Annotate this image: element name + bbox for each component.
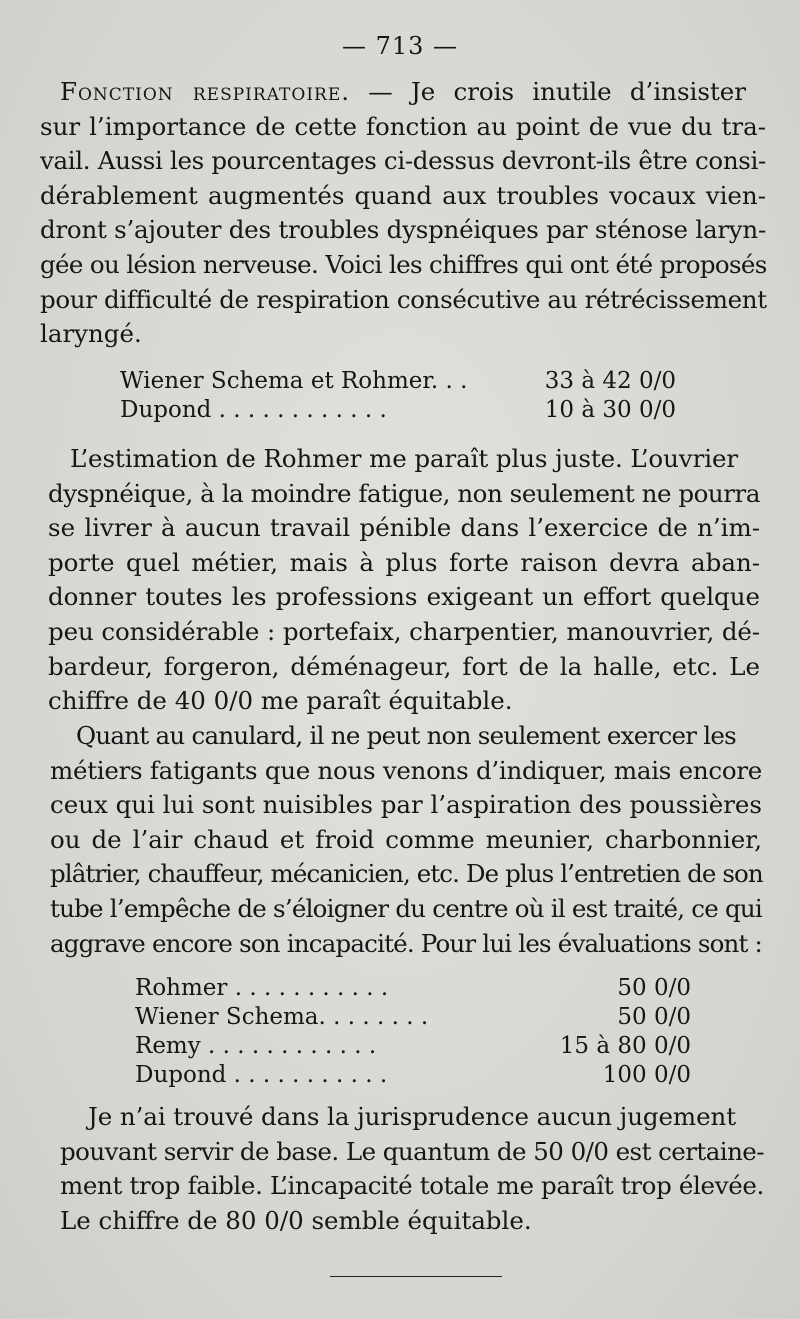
- paragraph-line: donner toutes les professions exigeant un effort quelque: [48, 582, 760, 612]
- table-cell-name: Rohmer . . . . . . . . . . .: [135, 975, 389, 1001]
- table-cell-name: Wiener Schema et Rohmer. . .: [120, 368, 468, 394]
- table-cell-value: 50 0/0: [617, 1004, 691, 1030]
- paragraph-line: peu considérable : portefaix, charpentier, manouvrier, dé-: [48, 616, 760, 646]
- table-row: [135, 974, 691, 1003]
- paragraph-respiratory-function: [40, 75, 766, 352]
- page-number: — 713 —: [341, 32, 459, 60]
- section-divider: [330, 1276, 502, 1277]
- paragraph-line: laryngé.: [40, 319, 142, 349]
- paragraph-line: tube l’empêche de s’éloigner du centre où il est traité, ce qui: [50, 893, 762, 923]
- paragraph-jurisprudence: [60, 1100, 764, 1238]
- paragraph-line: dérablement augmentés quand aux troubles vocaux vien-: [40, 180, 766, 210]
- paragraph-rohmer-estimate: [48, 442, 760, 719]
- table-cell-value: 50 0/0: [617, 975, 691, 1001]
- paragraph-line: dyspnéique, à la moindre fatigue, non seulement ne pourra: [48, 478, 760, 508]
- paragraph-line: Quant au canulard, il ne peut non seulement exercer les: [76, 721, 736, 750]
- table-cell-value: 10 à 30 0/0: [544, 397, 676, 423]
- paragraph-line: ceux qui lui sont nuisibles par l’aspiration des poussières: [50, 790, 762, 820]
- section-heading: Fonction respiratoire.: [60, 77, 351, 106]
- paragraph-line: L’estimation de Rohmer me paraît plus juste. L’ouvrier: [70, 444, 738, 473]
- table-row: [120, 396, 676, 425]
- paragraph-line: bardeur, forgeron, déménageur, fort de la halle, etc. Le: [48, 651, 760, 681]
- table-row: [135, 1032, 691, 1061]
- paragraph-line: chiffre de 40 0/0 me paraît équitable.: [48, 686, 513, 716]
- estimate-table-2: [135, 974, 691, 1090]
- paragraph-line: Fonction respiratoire. — Je crois inutile d’insister: [60, 77, 747, 106]
- paragraph-line: ou de l’air chaud et froid comme meunier, charbonnier,: [50, 824, 762, 854]
- paragraph-line: Je n’ai trouvé dans la jurisprudence aucun jugement: [88, 1102, 736, 1131]
- paragraph-line: vail. Aussi les pourcentages ci-dessus devront-ils être consi-: [40, 146, 766, 176]
- paragraph-line: dront s’ajouter des troubles dyspnéiques par sténose laryn-: [40, 215, 766, 245]
- paragraph-line: aggrave encore son incapacité. Pour lui les évaluations sont :: [50, 928, 762, 958]
- table-row: [135, 1003, 691, 1032]
- paragraph-line: porte quel métier, mais à plus forte raison devra aban-: [48, 547, 760, 577]
- table-row: [120, 367, 676, 396]
- table-cell-value: 15 à 80 0/0: [559, 1033, 691, 1059]
- table-row: [135, 1061, 691, 1090]
- table-cell-name: Dupond . . . . . . . . . . .: [135, 1062, 388, 1088]
- paragraph-line: ment trop faible. L’incapacité totale me paraît trop élevée.: [60, 1171, 764, 1201]
- estimate-table-1: [120, 367, 676, 425]
- paragraph-line: pour difficulté de respiration consécutive au rétrécissement: [40, 284, 767, 314]
- paragraph-line: plâtrier, chauffeur, mécanicien, etc. De plus l’entretien de son: [50, 859, 763, 889]
- table-cell-name: Dupond . . . . . . . . . . . .: [120, 397, 387, 423]
- paragraph-line: sur l’importance de cette fonction au point de vue du tra-: [40, 111, 766, 141]
- table-cell-name: Remy . . . . . . . . . . . .: [135, 1033, 377, 1059]
- table-cell-value: 100 0/0: [602, 1062, 691, 1088]
- paragraph-line: se livrer à aucun travail pénible dans l’exercice de n’im-: [48, 513, 760, 543]
- paragraph-line: Le chiffre de 80 0/0 semble équitable.: [60, 1205, 532, 1235]
- paragraph-line: métiers fatigants que nous venons d’indiquer, mais encore: [50, 755, 762, 785]
- table-cell-name: Wiener Schema. . . . . . . .: [135, 1004, 429, 1030]
- paragraph-canulard: [50, 719, 762, 961]
- table-cell-value: 33 à 42 0/0: [544, 368, 676, 394]
- paragraph-line: gée ou lésion nerveuse. Voici les chiffres qui ont été proposés: [40, 249, 767, 279]
- paragraph-line: pouvant servir de base. Le quantum de 50 0/0 est certaine-: [60, 1136, 764, 1166]
